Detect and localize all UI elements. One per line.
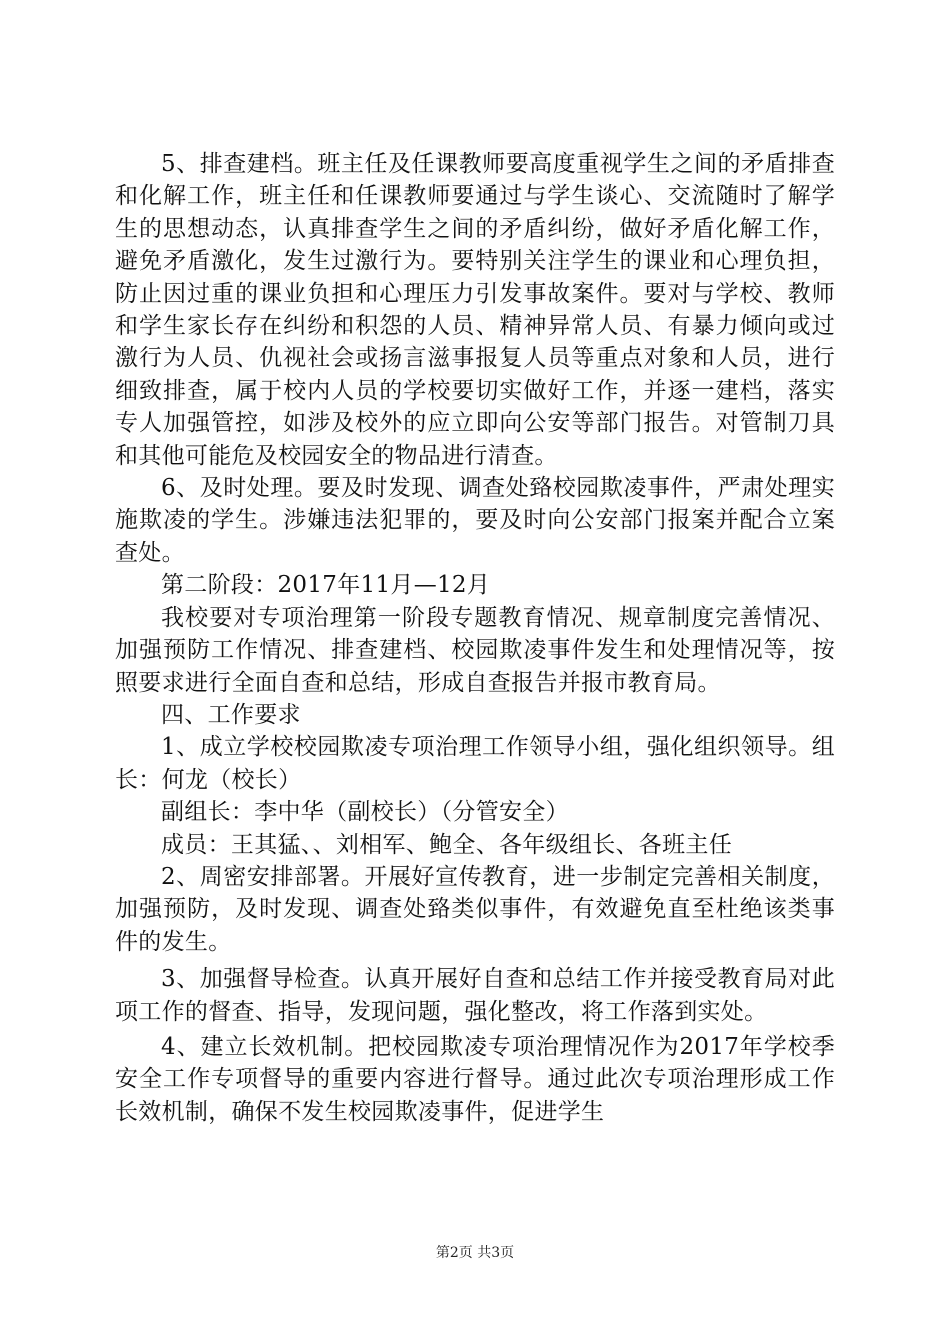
paragraph-stage-two: 我校要对专项治理第一阶段专题教育情况、规章制度完善情况、加强预防工作情况、排查建档、校园欺凌事件发生和处理情况等，按照要求进行全面自查和总结，形成自查报告并报市教育局。 xyxy=(115,604,835,696)
paragraph-long-term-mechanism: 4、建立长效机制。把校园欺凌专项治理情况作为2017年学校季安全工作专项督导的重要内容进行督导。通过此次专项治理形成工作长效机制，确保不发生校园欺凌事件，促进学生 xyxy=(115,1033,835,1125)
page-footer: 第2页 共3页 xyxy=(435,1245,515,1261)
paragraph-investigation: 5、排查建档。班主任及任课教师要高度重视学生之间的矛盾排查和化解工作，班主任和任课教师要通过与学生谈心、交流随时了解学生的思想动态，认真排查学生之间的矛盾纠纷，做好矛盾化解工作，避免矛盾激化，发生过激行为。要特别关注学生的课业和心理负担，防止因过重的课业负担和心理压力引发事故案件。要对与学校、教师和学生家长存在纠纷和积怨的人员、精神异常人员、有暴力倾向或过激行为人员、仇视社会或扬言滋事报复人员等重点对象和人员，进行细致排查，属于校内人员的学校要切实做好工作，并逐一建档，落实专人加强管控，如涉及校外的应立即向公安等部门报告。对管制刀具和其他可能危及校园安全的物品进行清查。 xyxy=(115,151,835,469)
stage-two-heading: 第二阶段：2017年11月—12月 xyxy=(161,572,491,599)
section-heading-requirements: 四、工作要求 xyxy=(161,701,301,728)
paragraph-leading-group: 1、成立学校校园欺凌专项治理工作领导小组，强化组织领导。组长：何龙（校长） xyxy=(115,734,835,793)
paragraph-deployment: 2、周密安排部署。开展好宣传教育，进一步制定完善相关制度，加强预防，及时发现、调查处臵类似事件，有效避免直至杜绝该类事件的发生。 xyxy=(115,863,835,955)
members-line: 成员：王其猛、、刘相军、鲍全、各年级组长、各班主任 xyxy=(161,831,732,858)
deputy-leader-line: 副组长：李中华（副校长）（分管安全） xyxy=(161,799,569,826)
document-body xyxy=(115,148,835,1128)
paragraph-supervision: 3、加强督导检查。认真开展好自查和总结工作并接受教育局对此项工作的督查、指导，发现问题，强化整改，将工作落到实处。 xyxy=(115,966,835,1025)
paragraph-timely-handling: 6、及时处理。要及时发现、调查处臵校园欺凌事件，严肃处理实施欺凌的学生。涉嫌违法犯罪的，要及时向公安部门报案并配合立案查处。 xyxy=(115,475,835,566)
